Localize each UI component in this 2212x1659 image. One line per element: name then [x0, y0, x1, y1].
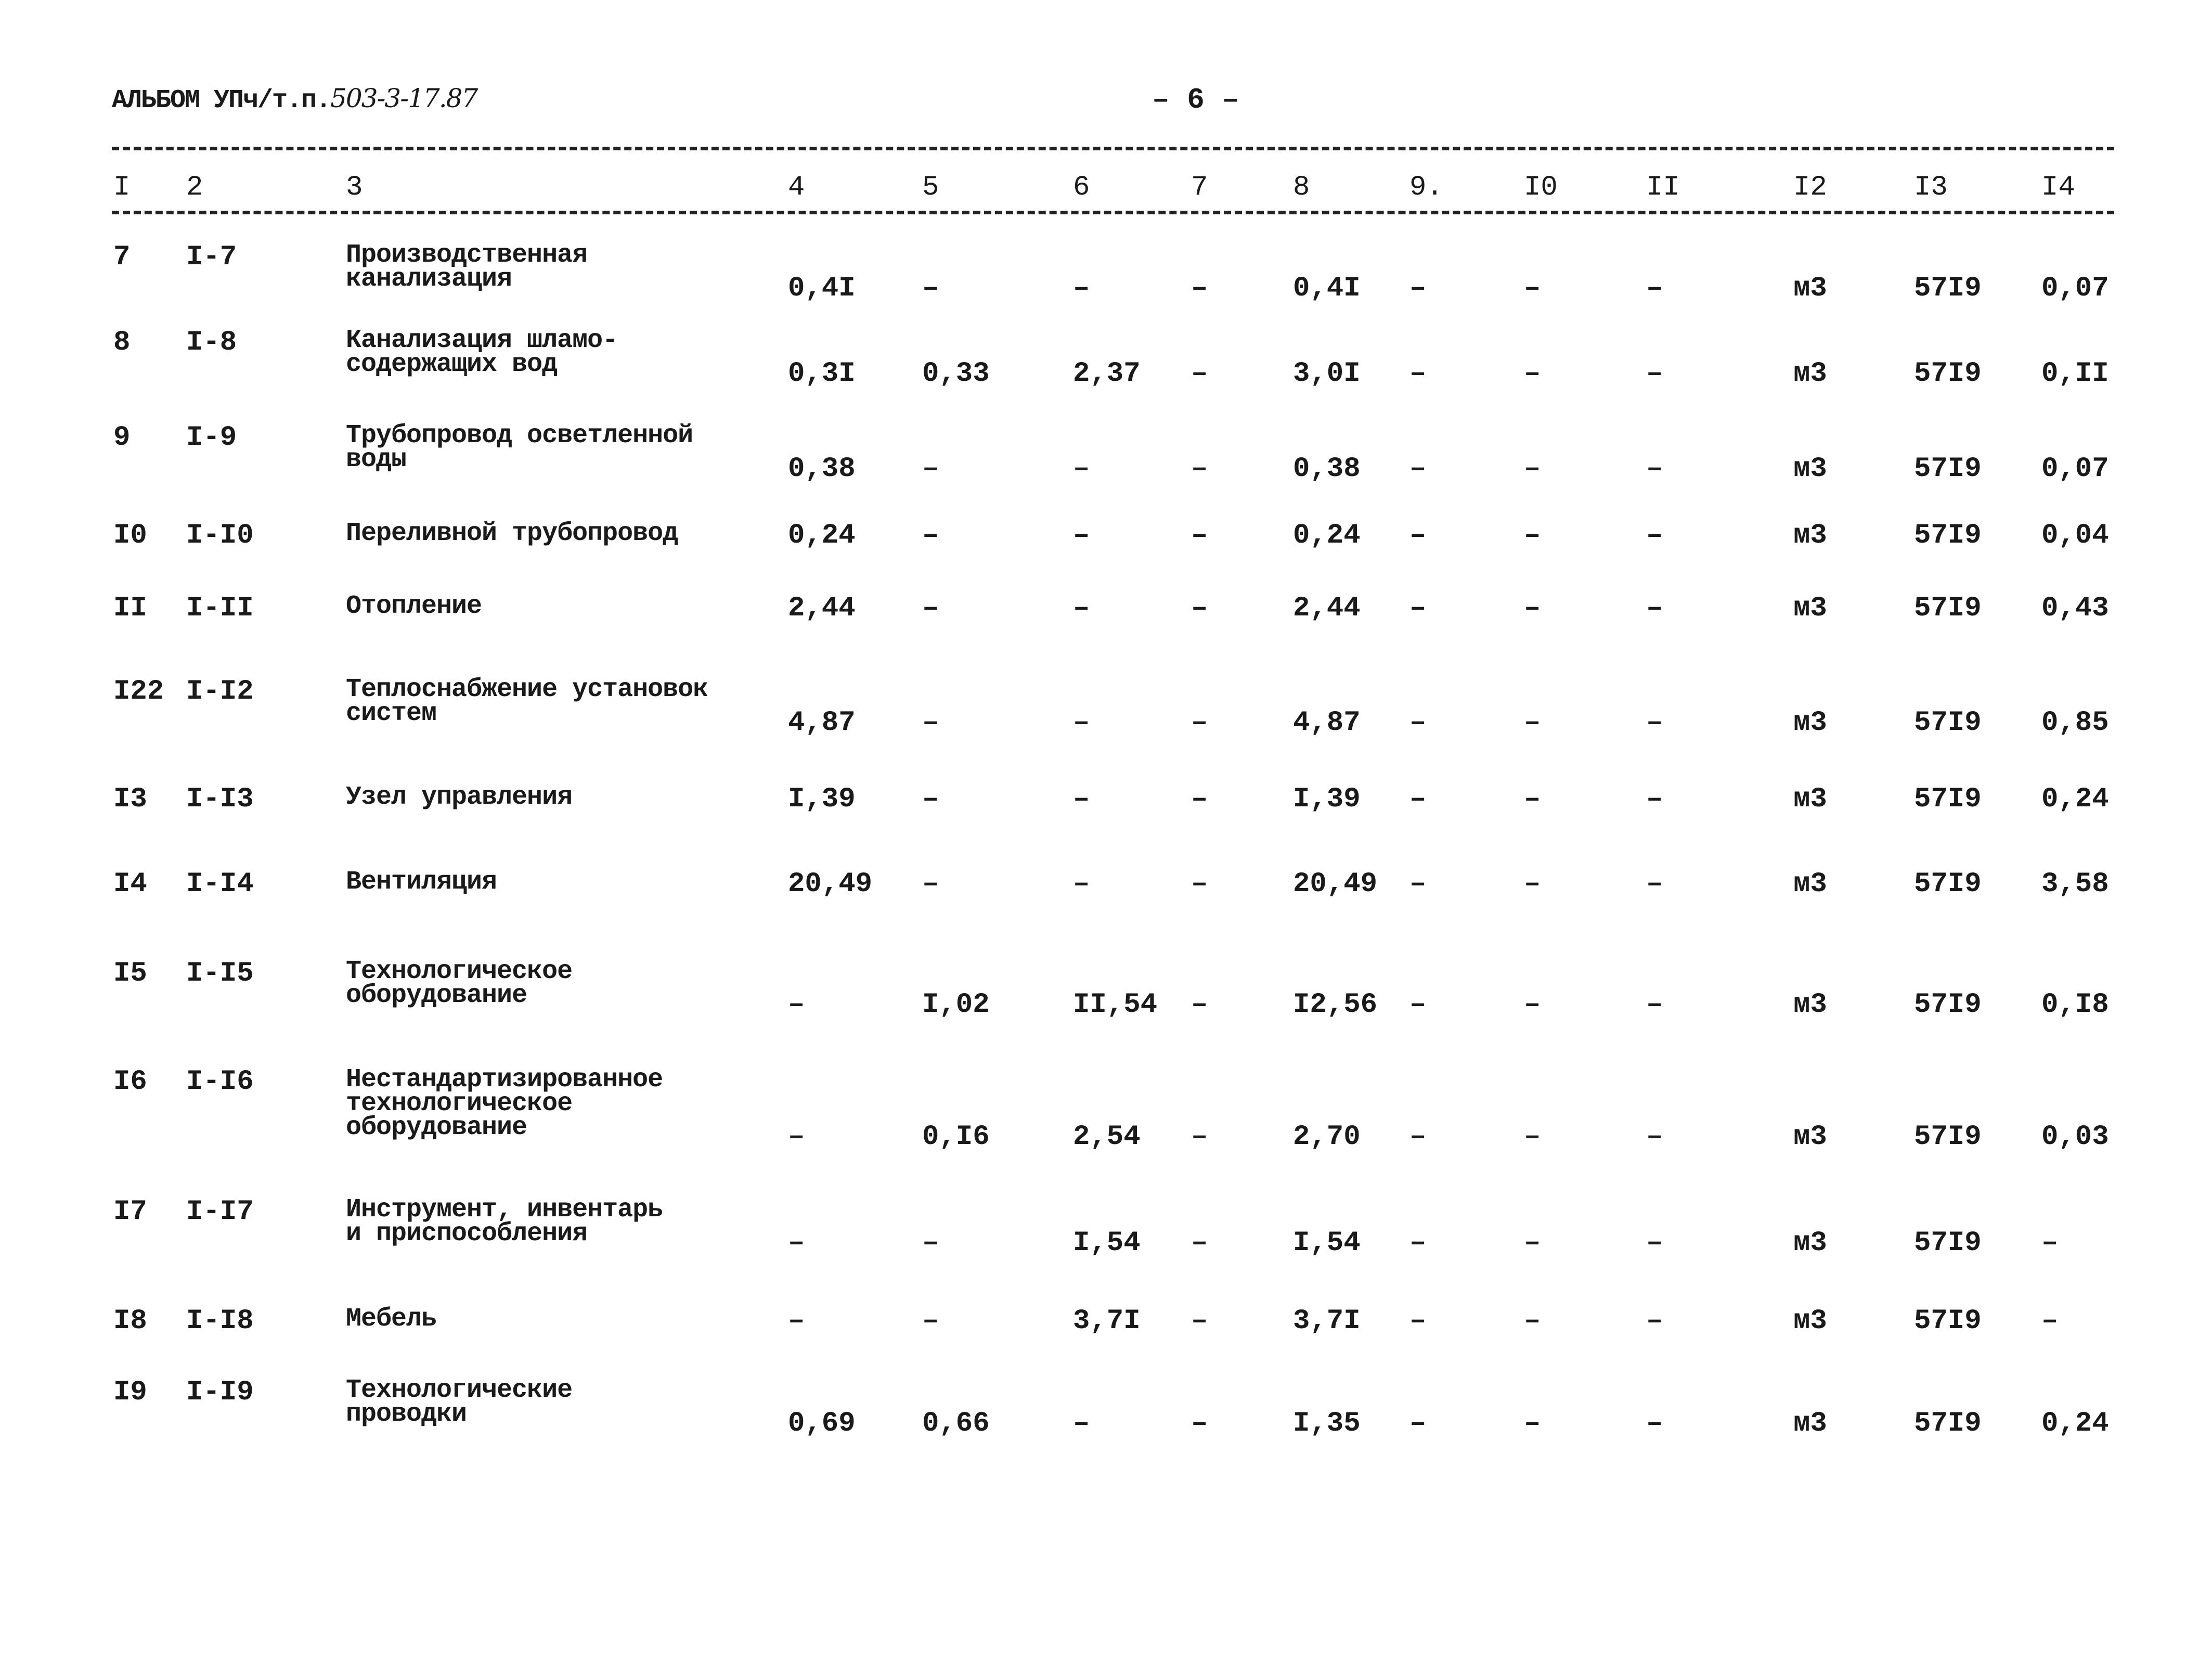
col-4-value: –: [788, 1305, 805, 1337]
row-name-line: оборудование: [346, 1113, 527, 1142]
col-11-value: –: [1646, 707, 1663, 739]
column-header: 2: [186, 172, 203, 203]
col-4-value: 4,87: [788, 707, 856, 739]
row-name: [346, 519, 678, 548]
col-4-value: –: [788, 1227, 805, 1259]
col-5-value: 0,33: [922, 358, 990, 390]
row-name-line: систем: [346, 699, 437, 728]
col-14-value: 0,I8: [2041, 989, 2109, 1021]
col-5-value: –: [922, 1227, 939, 1259]
col-4-value: –: [788, 989, 805, 1021]
col-9-value: –: [1409, 1227, 1427, 1259]
col-14-value: 0,43: [2041, 593, 2109, 624]
col-4-value: 20,49: [788, 868, 873, 900]
col-6-value: –: [1073, 1408, 1090, 1439]
col-5-value: I,02: [922, 989, 990, 1021]
col-14-value: 0,04: [2041, 520, 2109, 551]
col-4-value: 0,3I: [788, 358, 856, 390]
col-10-value: –: [1524, 520, 1541, 551]
col-8-value: 3,7I: [1293, 1305, 1361, 1337]
col-14-value: 0,85: [2041, 707, 2109, 739]
col-7-value: –: [1191, 1408, 1208, 1439]
col-8-value: 0,4I: [1293, 273, 1361, 304]
row-code: I-I8: [186, 1305, 254, 1337]
column-header: I4: [2041, 172, 2075, 203]
row-code: I-I0: [186, 520, 254, 551]
row-name-line: Отопление: [346, 591, 482, 621]
col-13-value: 57I9: [1914, 520, 1982, 551]
col-8-value: 0,24: [1293, 520, 1361, 551]
column-header: 7: [1191, 172, 1208, 203]
column-header: I0: [1524, 172, 1558, 203]
unit-value: м3: [1793, 1408, 1827, 1439]
col-11-value: –: [1646, 273, 1663, 304]
col-5-value: –: [922, 593, 939, 624]
col-11-value: –: [1646, 1121, 1663, 1153]
col-10-value: –: [1524, 453, 1541, 485]
col-11-value: –: [1646, 1408, 1663, 1439]
col-10-value: –: [1524, 1305, 1541, 1337]
column-header: 5: [922, 172, 939, 203]
col-10-value: –: [1524, 1408, 1541, 1439]
col-6-value: 3,7I: [1073, 1305, 1141, 1337]
row-name-line: и приспособления: [346, 1219, 588, 1249]
album-label: АЛЬБОМ УП: [112, 86, 243, 115]
col-6-value: –: [1073, 520, 1090, 551]
col-6-value: II,54: [1073, 989, 1158, 1021]
col-10-value: –: [1524, 593, 1541, 624]
row-number: 8: [113, 327, 131, 358]
column-header: II: [1646, 172, 1680, 203]
col-5-value: –: [922, 520, 939, 551]
row-name-line: Нестандартизированное: [346, 1065, 663, 1095]
col-8-value: 4,87: [1293, 707, 1361, 739]
col-4-value: –: [788, 1121, 805, 1153]
col-5-value: –: [922, 1305, 939, 1337]
col-13-value: 57I9: [1914, 989, 1982, 1021]
col-11-value: –: [1646, 868, 1663, 900]
row-code: I-7: [186, 241, 237, 273]
col-9-value: –: [1409, 707, 1427, 739]
col-9-value: –: [1409, 273, 1427, 304]
col-13-value: 57I9: [1914, 707, 1982, 739]
row-name-line: Узел управления: [346, 782, 573, 812]
column-header: 9.: [1409, 172, 1443, 203]
col-13-value: 57I9: [1914, 868, 1982, 900]
col-7-value: –: [1191, 273, 1208, 304]
col-4-value: 2,44: [788, 593, 856, 624]
col-4-value: 0,69: [788, 1408, 856, 1439]
column-header: 6: [1073, 172, 1090, 203]
col-8-value: I,39: [1293, 783, 1361, 815]
col-11-value: –: [1646, 453, 1663, 485]
col-13-value: 57I9: [1914, 593, 1982, 624]
col-4-value: 0,38: [788, 453, 856, 485]
unit-value: м3: [1793, 707, 1827, 739]
row-code: I-9: [186, 422, 237, 454]
col-5-value: –: [922, 453, 939, 485]
col-13-value: 57I9: [1914, 1227, 1982, 1259]
row-name-line: Переливной трубопровод: [346, 519, 678, 548]
col-9-value: –: [1409, 783, 1427, 815]
col-6-value: –: [1073, 868, 1090, 900]
row-name: [346, 1375, 573, 1429]
col-14-value: 0,03: [2041, 1121, 2109, 1153]
col-13-value: 57I9: [1914, 1305, 1982, 1337]
col-4-value: 0,24: [788, 520, 856, 551]
col-7-value: –: [1191, 1121, 1208, 1153]
col-6-value: –: [1073, 453, 1090, 485]
album-header: [112, 83, 477, 115]
row-name-line: Канализация шламо-: [346, 326, 618, 355]
col-7-value: –: [1191, 868, 1208, 900]
col-11-value: –: [1646, 520, 1663, 551]
row-name: [346, 421, 693, 474]
column-header: 8: [1293, 172, 1310, 203]
row-name: [346, 675, 708, 728]
col-10-value: –: [1524, 783, 1541, 815]
row-name-line: оборудование: [346, 981, 527, 1010]
col-14-value: 0,07: [2041, 273, 2109, 304]
row-code: I-II: [186, 593, 254, 624]
col-11-value: –: [1646, 593, 1663, 624]
row-number: I9: [113, 1377, 147, 1408]
col-8-value: 2,44: [1293, 593, 1361, 624]
table-top-rule: [112, 147, 2114, 150]
project-code: 503-3-17.87: [330, 83, 477, 113]
col-11-value: –: [1646, 989, 1663, 1021]
row-name-line: Технологическое: [346, 957, 573, 986]
row-name: [346, 957, 573, 1010]
row-number: I3: [113, 783, 147, 815]
col-8-value: 0,38: [1293, 453, 1361, 485]
col-13-value: 57I9: [1914, 358, 1982, 390]
row-code: I-I7: [186, 1196, 254, 1228]
unit-value: м3: [1793, 1305, 1827, 1337]
col-9-value: –: [1409, 593, 1427, 624]
row-number: 7: [113, 241, 131, 273]
row-name-line: Производственная: [346, 240, 588, 270]
col-10-value: –: [1524, 989, 1541, 1021]
page-number: – 6 –: [1152, 83, 1240, 117]
row-code: I-I9: [186, 1377, 254, 1408]
col-13-value: 57I9: [1914, 1121, 1982, 1153]
col-6-value: –: [1073, 593, 1090, 624]
col-9-value: –: [1409, 358, 1427, 390]
row-name-line: Вентиляция: [346, 867, 497, 897]
row-name-line: Инструмент, инвентарь: [346, 1195, 663, 1225]
col-4-value: 0,4I: [788, 273, 856, 304]
row-number: 9: [113, 422, 131, 454]
unit-value: м3: [1793, 1121, 1827, 1153]
col-7-value: –: [1191, 453, 1208, 485]
row-number: I7: [113, 1196, 147, 1228]
col-14-value: 3,58: [2041, 868, 2109, 900]
col-9-value: –: [1409, 1305, 1427, 1337]
col-14-value: –: [2041, 1227, 2059, 1259]
col-10-value: –: [1524, 358, 1541, 390]
col-6-value: I,54: [1073, 1227, 1141, 1259]
album-suffix: ч/т.п.: [243, 86, 331, 115]
unit-value: м3: [1793, 783, 1827, 815]
col-5-value: 0,I6: [922, 1121, 990, 1153]
row-name-line: проводки: [346, 1399, 467, 1429]
col-10-value: –: [1524, 868, 1541, 900]
row-code: I-I6: [186, 1066, 254, 1098]
col-7-value: –: [1191, 520, 1208, 551]
col-9-value: –: [1409, 1121, 1427, 1153]
row-number: I5: [113, 958, 147, 989]
row-code: I-I2: [186, 676, 254, 708]
col-9-value: –: [1409, 868, 1427, 900]
row-name-line: содержащих вод: [346, 350, 558, 379]
row-name-line: технологическое: [346, 1089, 573, 1118]
col-5-value: 0,66: [922, 1408, 990, 1439]
row-number: II: [113, 593, 147, 624]
col-13-value: 57I9: [1914, 453, 1982, 485]
col-10-value: –: [1524, 707, 1541, 739]
column-header: 4: [788, 172, 805, 203]
row-name-line: Технологические: [346, 1375, 573, 1405]
col-5-value: –: [922, 707, 939, 739]
row-name: [346, 782, 573, 812]
col-10-value: –: [1524, 1227, 1541, 1259]
row-name-line: Теплоснабжение установок: [346, 675, 708, 704]
col-13-value: 57I9: [1914, 1408, 1982, 1439]
col-14-value: 0,24: [2041, 783, 2109, 815]
col-10-value: –: [1524, 1121, 1541, 1153]
row-name: [346, 867, 497, 897]
col-9-value: –: [1409, 520, 1427, 551]
col-7-value: –: [1191, 783, 1208, 815]
row-number: I6: [113, 1066, 147, 1098]
col-13-value: 57I9: [1914, 273, 1982, 304]
col-14-value: 0,07: [2041, 453, 2109, 485]
col-7-value: –: [1191, 707, 1208, 739]
table-header-rule: [112, 211, 2114, 214]
row-name: [346, 1195, 663, 1249]
col-6-value: –: [1073, 783, 1090, 815]
row-name-line: Трубопровод осветленной: [346, 421, 693, 451]
row-number: I8: [113, 1305, 147, 1337]
unit-value: м3: [1793, 453, 1827, 485]
col-7-value: –: [1191, 989, 1208, 1021]
unit-value: м3: [1793, 868, 1827, 900]
col-11-value: –: [1646, 783, 1663, 815]
row-name-line: Мебель: [346, 1304, 437, 1334]
row-number: I4: [113, 868, 147, 900]
col-6-value: 2,54: [1073, 1121, 1141, 1153]
col-14-value: –: [2041, 1305, 2059, 1337]
col-9-value: –: [1409, 989, 1427, 1021]
unit-value: м3: [1793, 593, 1827, 624]
col-14-value: 0,II: [2041, 358, 2109, 390]
col-7-value: –: [1191, 358, 1208, 390]
unit-value: м3: [1793, 520, 1827, 551]
col-5-value: –: [922, 783, 939, 815]
unit-value: м3: [1793, 273, 1827, 304]
unit-value: м3: [1793, 1227, 1827, 1259]
row-name-line: канализация: [346, 264, 512, 294]
row-name: [346, 1065, 663, 1142]
row-code: I-I5: [186, 958, 254, 989]
row-number: I0: [113, 520, 147, 551]
col-6-value: –: [1073, 707, 1090, 739]
col-8-value: I2,56: [1293, 989, 1378, 1021]
col-9-value: –: [1409, 1408, 1427, 1439]
column-header: I: [113, 172, 131, 203]
row-name: [346, 326, 618, 379]
col-14-value: 0,24: [2041, 1408, 2109, 1439]
col-8-value: 20,49: [1293, 868, 1378, 900]
row-number: I22: [113, 676, 164, 708]
row-code: I-I3: [186, 783, 254, 815]
unit-value: м3: [1793, 989, 1827, 1021]
col-8-value: I,54: [1293, 1227, 1361, 1259]
row-name: [346, 240, 588, 294]
col-11-value: –: [1646, 358, 1663, 390]
row-code: I-8: [186, 327, 237, 358]
col-6-value: –: [1073, 273, 1090, 304]
col-9-value: –: [1409, 453, 1427, 485]
col-8-value: 3,0I: [1293, 358, 1361, 390]
column-header: 3: [346, 172, 363, 203]
col-7-value: –: [1191, 1227, 1208, 1259]
col-7-value: –: [1191, 1305, 1208, 1337]
col-5-value: –: [922, 273, 939, 304]
unit-value: м3: [1793, 358, 1827, 390]
col-6-value: 2,37: [1073, 358, 1141, 390]
col-7-value: –: [1191, 593, 1208, 624]
col-5-value: –: [922, 868, 939, 900]
column-header: I2: [1793, 172, 1827, 203]
col-8-value: 2,70: [1293, 1121, 1361, 1153]
col-13-value: 57I9: [1914, 783, 1982, 815]
col-8-value: I,35: [1293, 1408, 1361, 1439]
col-10-value: –: [1524, 273, 1541, 304]
col-11-value: –: [1646, 1227, 1663, 1259]
row-name-line: воды: [346, 445, 407, 474]
row-name: [346, 1304, 437, 1334]
row-code: I-I4: [186, 868, 254, 900]
col-4-value: I,39: [788, 783, 856, 815]
col-11-value: –: [1646, 1305, 1663, 1337]
column-header: I3: [1914, 172, 1948, 203]
row-name: [346, 591, 482, 621]
